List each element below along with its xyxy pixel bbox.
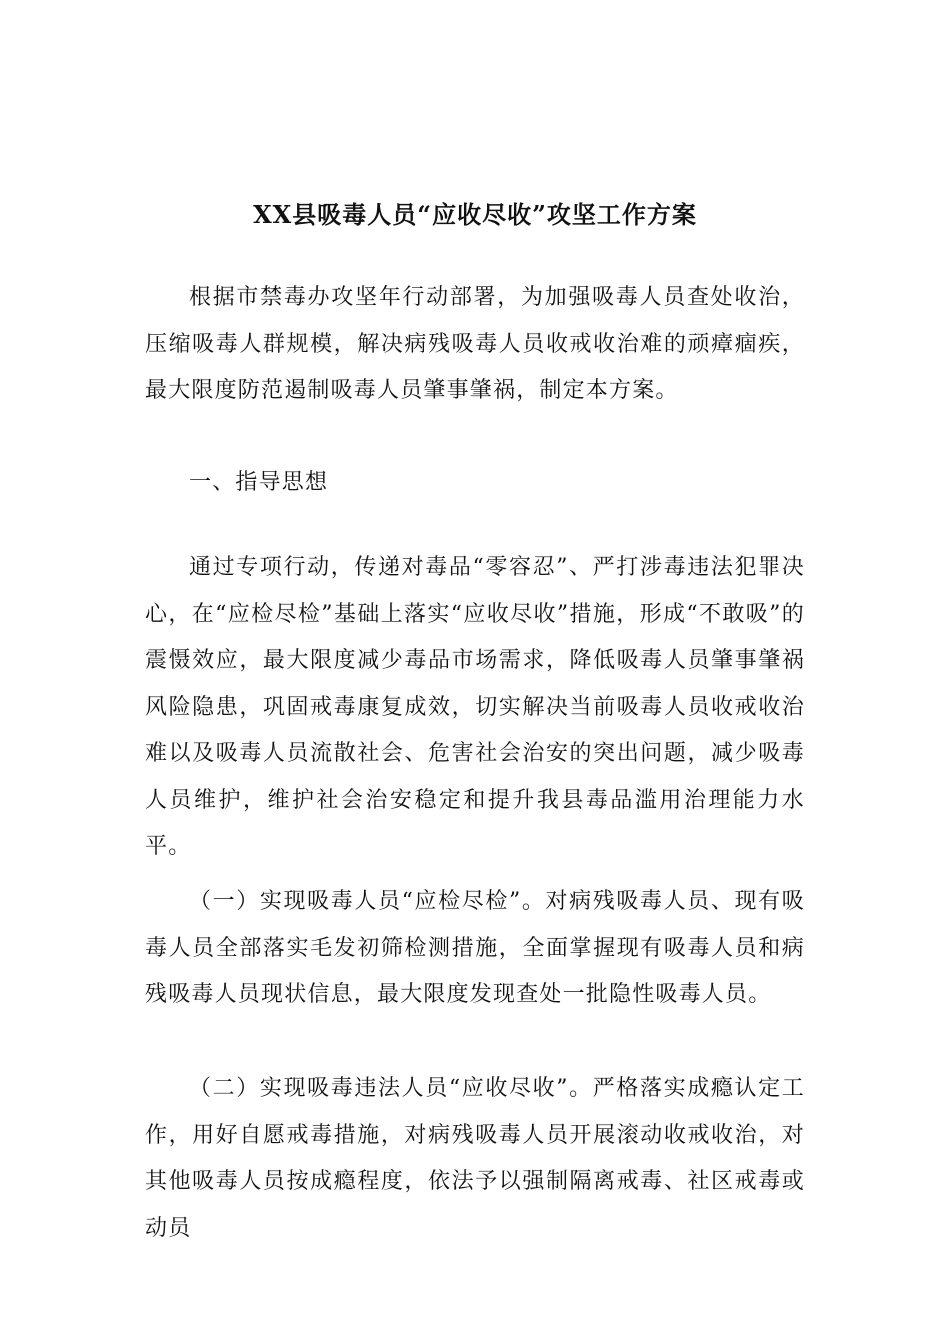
item-paragraph-2: （二）实现吸毒违法人员“应收尽收”。严格落实成瘾认定工作，用好自愿戒毒措施，对病残吸毒人员开展滚动收戒收治，对其他吸毒人员按成瘾程度，依法予以强制隔离戒毒、社区戒毒或动员 (145, 1076, 805, 1241)
intro-paragraph: 根据市禁毒办攻坚年行动部署，为加强吸毒人员查处收治，压缩吸毒人群规模，解决病残吸毒人员收戒收治难的顽瘴痼疾，最大限度防范遏制吸毒人员肇事肇祸，制定本方案。 (145, 285, 805, 403)
section-body-paragraph: 通过专项行动，传递对毒品“零容忍”、严打涉毒违法犯罪决心，在“应检尽检”基础上落实“应收尽收”措施，形成“不敢吸”的震慑效应，最大限度减少毒品市场需求，降低吸毒人员肇事肇祸风险隐患，巩固戒毒康复成效，切实解决当前吸毒人员收戒收治难以及吸毒人员流散社会、危害社会治安的突出问题，减少吸毒人员维护，维护社会治安稳定和提升我县毒品滥用治理能力水平。 (145, 555, 805, 859)
item-paragraph-1: （一）实现吸毒人员“应检尽检”。对病残吸毒人员、现有吸毒人员全部落实毛发初筛检测措施，全面掌握现有吸毒人员和病残吸毒人员现状信息，最大限度发现查处一批隐性吸毒人员。 (145, 889, 805, 1007)
section-heading-guiding-ideology: 一、指导思想 (189, 470, 329, 495)
document-title: XX县吸毒人员“应收尽收”攻坚工作方案 (253, 200, 697, 229)
